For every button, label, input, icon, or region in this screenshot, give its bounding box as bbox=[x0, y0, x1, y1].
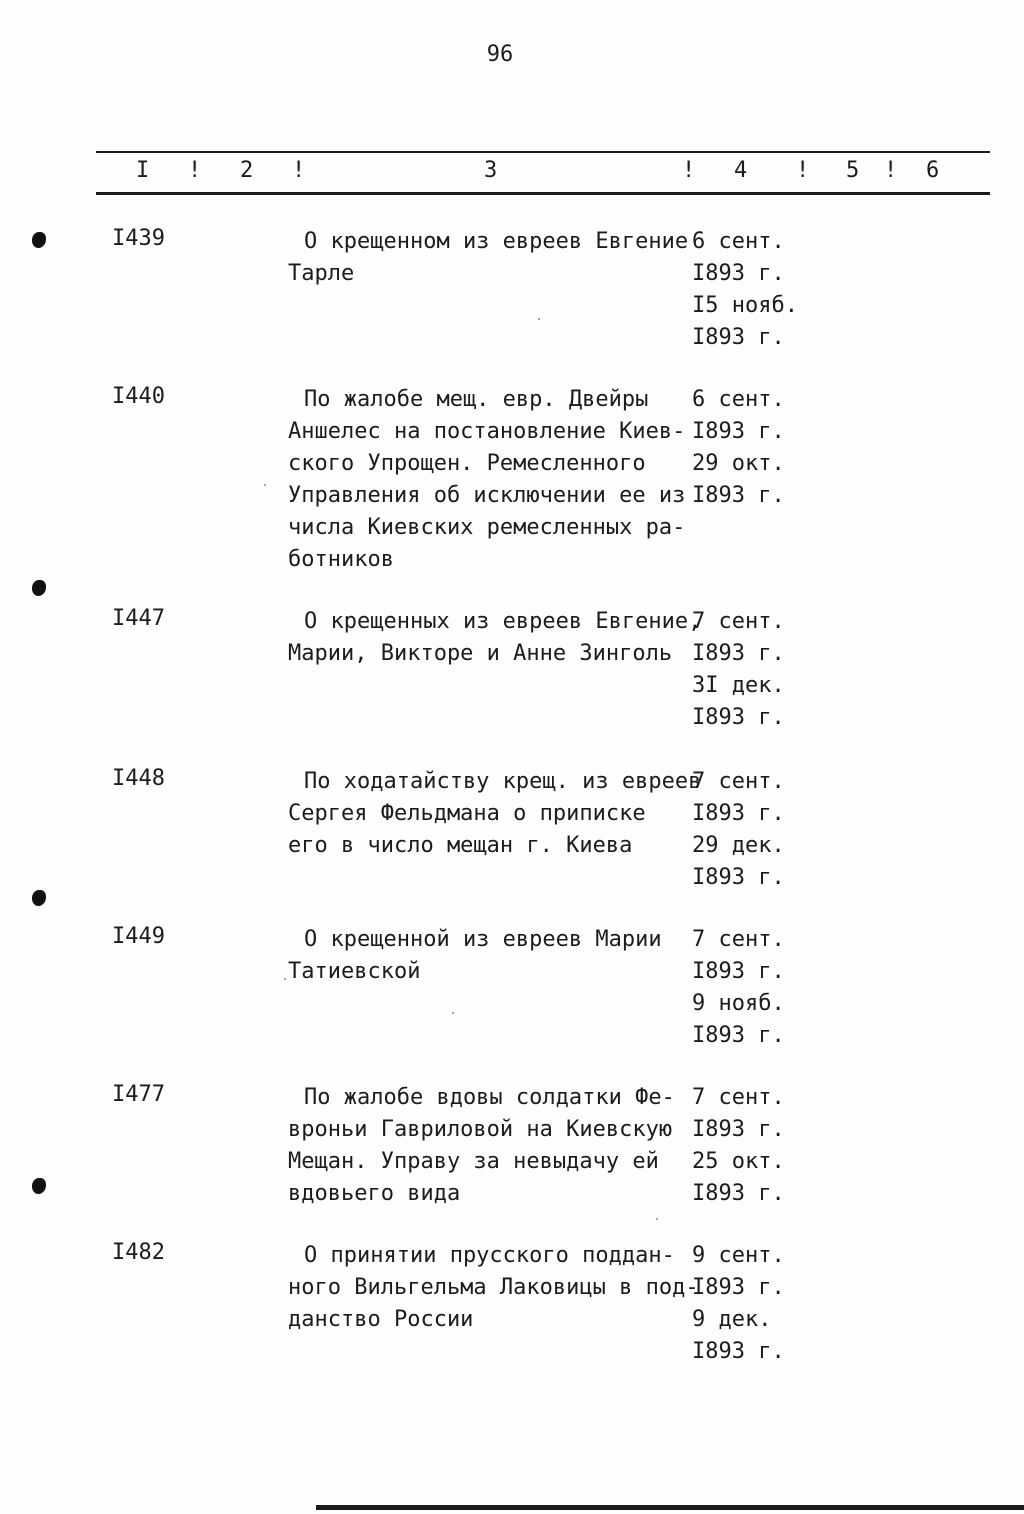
entry-title-line: Сергея Фельдмана о приписке bbox=[288, 801, 646, 826]
entry-title-line: Управления об исключении ее из bbox=[288, 483, 686, 508]
entry-title-line: вроньи Гавриловой на Киевскую bbox=[288, 1117, 673, 1142]
entry-date-line: I893 г. bbox=[692, 1339, 785, 1364]
entry-date-line: 7 сент. bbox=[692, 1085, 785, 1110]
column-separator: ! bbox=[292, 158, 306, 183]
column-separator: ! bbox=[796, 158, 810, 183]
entry-title-line: Марии, Викторе и Анне Зинголь bbox=[288, 641, 673, 666]
entry-date-line: I893 г. bbox=[692, 705, 785, 730]
entry-title-line: Тарле bbox=[288, 261, 355, 286]
column-header-3: 3 bbox=[484, 158, 498, 183]
entry-title-line: Мещан. Управу за невыдачу ей bbox=[288, 1149, 659, 1174]
entry-date-line: I893 г. bbox=[692, 1181, 785, 1206]
binding-punch-hole bbox=[32, 232, 46, 248]
entry-title-line: ного Вильгельма Лаковицы в под- bbox=[288, 1275, 699, 1300]
entry-number: I477 bbox=[112, 1082, 165, 1107]
entry-title-line: данство России bbox=[288, 1307, 474, 1332]
entry-date-line: I893 г. bbox=[692, 1275, 785, 1300]
column-header-2: 2 bbox=[240, 158, 254, 183]
entry-date-line: I893 г. bbox=[692, 325, 785, 350]
entry-dates bbox=[692, 766, 785, 894]
entry-title-line: ского Упрощен. Ремесленного bbox=[288, 451, 646, 476]
entry-title-line: его в число мещан г. Киева bbox=[288, 833, 633, 858]
binding-punch-hole bbox=[32, 1178, 46, 1194]
entry-title bbox=[288, 606, 702, 670]
column-header-1: I bbox=[136, 158, 150, 183]
entry-date-line: 9 дек. bbox=[692, 1307, 772, 1332]
entry-title-line: Аншелес на постановление Киев- bbox=[288, 419, 686, 444]
entry-title bbox=[288, 226, 688, 290]
entry-date-line: I893 г. bbox=[692, 1117, 785, 1142]
column-separator: ! bbox=[884, 158, 898, 183]
entry-date-line: I893 г. bbox=[692, 865, 785, 890]
entry-number: I447 bbox=[112, 606, 165, 631]
entry-title bbox=[288, 924, 688, 988]
entry-number: I448 bbox=[112, 766, 165, 791]
entry-title-line: числа Киевских ремесленных ра- bbox=[288, 515, 686, 540]
entry-dates bbox=[692, 226, 798, 354]
entry-title bbox=[288, 384, 688, 576]
entry-date-line: I893 г. bbox=[692, 261, 785, 286]
scan-speck bbox=[452, 1012, 454, 1014]
entry-date-line: I893 г. bbox=[692, 959, 785, 984]
entry-date-line: 7 сент. bbox=[692, 609, 785, 634]
entry-date-line: 3I дек. bbox=[692, 673, 785, 698]
entry-date-line: 29 дек. bbox=[692, 833, 785, 858]
entry-dates bbox=[692, 606, 785, 734]
entry-number: I439 bbox=[112, 226, 165, 251]
binding-punch-hole bbox=[32, 580, 46, 596]
entry-title-line: О крещенной из евреев Марии bbox=[304, 927, 662, 952]
scan-speck bbox=[264, 484, 266, 486]
entry-date-line: 29 окт. bbox=[692, 451, 785, 476]
column-separator: ! bbox=[682, 158, 696, 183]
page-number: 96 bbox=[486, 42, 514, 67]
entry-date-line: 7 сент. bbox=[692, 927, 785, 952]
header-rule-top bbox=[96, 151, 990, 153]
entry-date-line: 6 сент. bbox=[692, 229, 785, 254]
entry-title-line: вдовьего вида bbox=[288, 1181, 461, 1206]
scan-speck bbox=[656, 1218, 658, 1220]
entry-title-line: О крещенных из евреев Евгение, bbox=[304, 609, 702, 634]
entry-date-line: 25 окт. bbox=[692, 1149, 785, 1174]
entry-title-line: По ходатайству крещ. из евреев bbox=[304, 769, 702, 794]
entry-date-line: I5 нояб. bbox=[692, 293, 798, 318]
entry-dates bbox=[692, 1240, 785, 1368]
entry-number: I449 bbox=[112, 924, 165, 949]
footer-rule bbox=[316, 1505, 1024, 1510]
header-rule-bottom bbox=[96, 192, 990, 195]
entry-title bbox=[288, 1240, 699, 1336]
entry-date-line: 7 сент. bbox=[692, 769, 785, 794]
entry-title bbox=[288, 766, 702, 862]
entry-title-line: По жалобе вдовы солдатки Фе- bbox=[304, 1085, 675, 1110]
scan-speck bbox=[538, 318, 540, 320]
entry-title-line: О крещенном из евреев Евгение bbox=[304, 229, 689, 254]
binding-punch-hole bbox=[32, 890, 46, 906]
column-header-4: 4 bbox=[734, 158, 748, 183]
entry-number: I482 bbox=[112, 1240, 165, 1265]
entry-title bbox=[288, 1082, 688, 1210]
entry-title-line: ботников bbox=[288, 547, 394, 572]
column-header-6: 6 bbox=[926, 158, 940, 183]
entry-date-line: I893 г. bbox=[692, 419, 785, 444]
entry-dates bbox=[692, 1082, 785, 1210]
column-separator: ! bbox=[188, 158, 202, 183]
entry-title-line: Татиевской bbox=[288, 959, 421, 984]
entry-date-line: I893 г. bbox=[692, 1023, 785, 1048]
entry-date-line: 9 сент. bbox=[692, 1243, 785, 1268]
entry-date-line: I893 г. bbox=[692, 801, 785, 826]
entry-dates bbox=[692, 384, 785, 512]
entry-date-line: 9 нояб. bbox=[692, 991, 785, 1016]
entry-title-line: По жалобе мещ. евр. Двейры bbox=[304, 387, 649, 412]
entry-number: I440 bbox=[112, 384, 165, 409]
column-header-5: 5 bbox=[846, 158, 860, 183]
entry-dates bbox=[692, 924, 785, 1052]
entry-date-line: I893 г. bbox=[692, 483, 785, 508]
entry-title-line: О принятии прусского поддан- bbox=[304, 1243, 675, 1268]
scan-speck bbox=[284, 978, 286, 980]
entry-date-line: 6 сент. bbox=[692, 387, 785, 412]
entry-date-line: I893 г. bbox=[692, 641, 785, 666]
